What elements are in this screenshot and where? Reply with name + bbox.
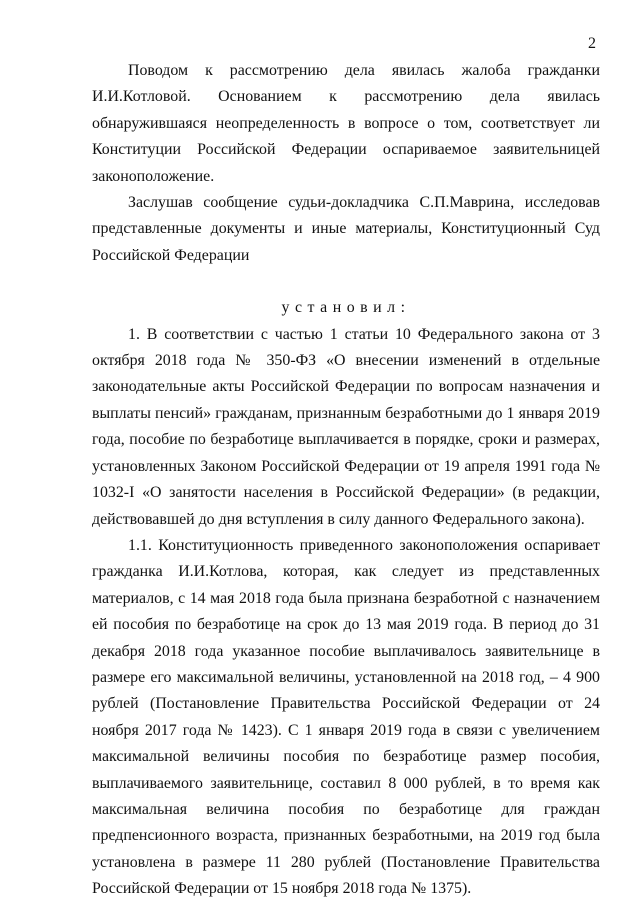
paragraph-hearing: Заслушав сообщение судьи-докладчика С.П.Маврина, исследовав представленные документы и иные материалы, Конституционный Суд Российской Федерации [92,194,600,264]
document-body [92,58,600,903]
page-number: 2 [588,35,596,52]
section-1: 1. В соответствии с частью 1 статьи 10 Федерального закона от 3 октября 2018 года № 350-ФЗ «О внесении изменений в отдельные законодательные акты Российской Федерации по вопросам назначения и выплаты пенсий» гражданам, признанным безработными до 1 января 2019 года, пособие по безработице выплачивается в порядке, сроки и размерах, установленных Законом Российской Федерации от 19 апреля 1991 года № 1032-I «О занятости населения в Российской Федерации» (в редакции, действовавшей до дня вступления в силу данного Федерального закона). [92,325,600,528]
section-1-1: 1.1. Конституционность приведенного законоположения оспаривает гражданка И.И.Котлова, которая, как следует из представленных материалов, с 14 мая 2018 года была признана безработной с назначением ей пособия по безработице на срок до 13 мая 2019 года. В период до 31 декабря 2018 года указанное пособие выплачивалось заявительнице в размере его максимальной величины, установленной на 2018 год, – 4 900 рублей (Постановление Правительства Российской Федерации от 24 ноября 2017 года № 1423). С 1 января 2019 года в связи с увеличением максимальной величины пособия по безработице размер пособия, выплачиваемого заявительнице, составил 8 000 рублей, в то время как максимальная величина пособия по безработице для граждан предпенсионного возраста, признанных безработными, на 2019 год была установлена в размере 11 280 рублей (Постановление Правительства Российской Федерации от 15 ноября 2018 года № 1375). [92,536,600,898]
ruling-heading: установил: [281,299,411,317]
paragraph-appeal-grounds: Поводом к рассмотрению дела явилась жалоба гражданки И.И.Котловой. Основанием к рассмотрению дела явилась обнаружившаяся неопределенность в вопросе о том, соответствует ли Конституции Российской Федерации оспариваемое заявительницей законоположение. [92,62,600,185]
